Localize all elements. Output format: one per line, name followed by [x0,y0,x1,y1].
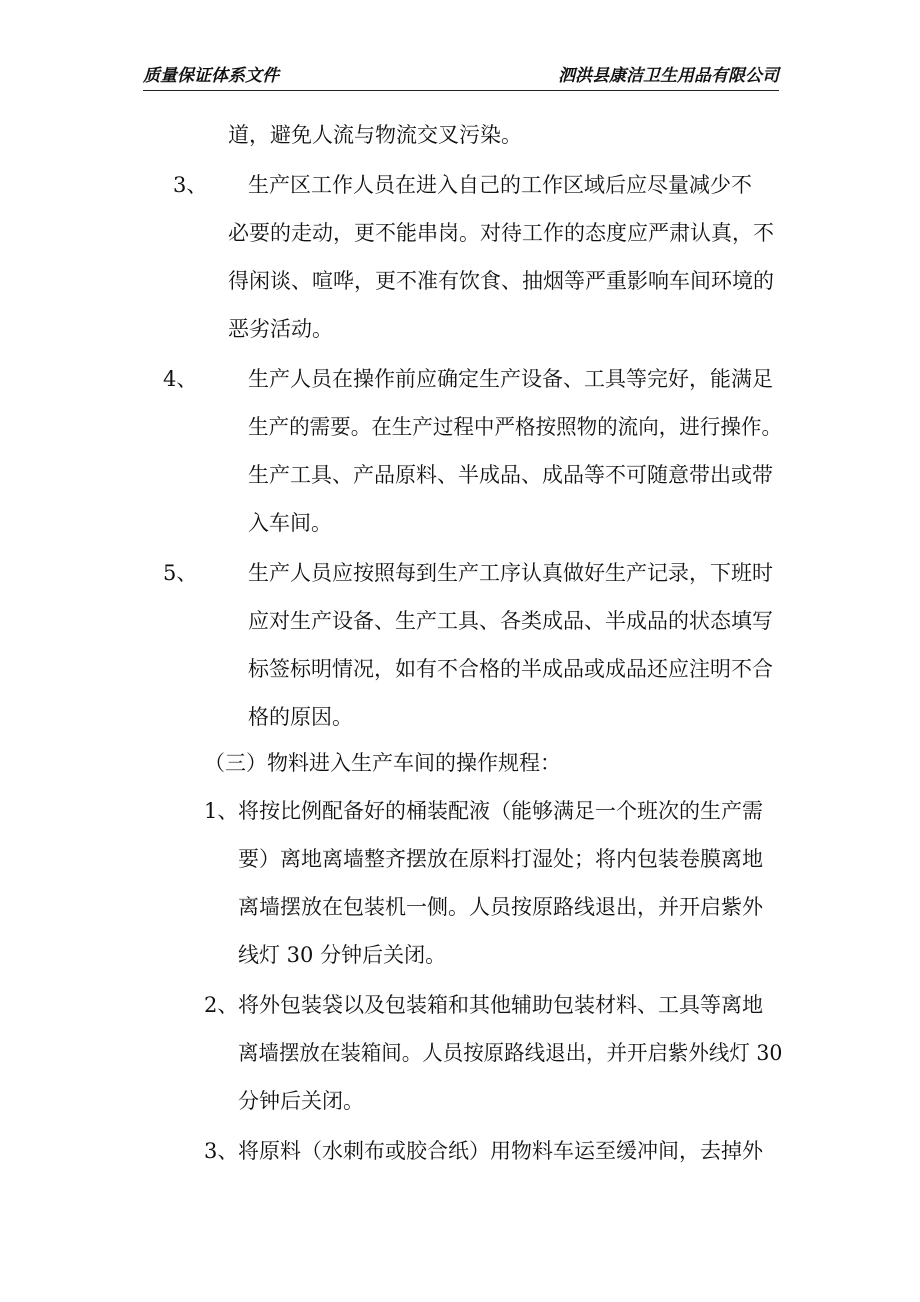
header-doc-type: 质量保证体系文件 [143,66,279,86]
item-5-line-4: 格的原因。 [248,705,353,729]
item-4-line-2: 生产的需要。在生产过程中严格按照物的流向，进行操作。 [248,415,782,439]
item-5-line-1: 生产人员应按照每到生产工序认真做好生产记录，下班时 [248,561,773,585]
item-3-line-3: 得闲谈、喧哗，更不准有饮食、抽烟等严重影响车间环境的 [228,269,774,293]
item-3-number: 3、 [173,173,208,197]
item-4-line-4: 入车间。 [248,511,332,535]
sub-3-number: 3、 [204,1139,239,1163]
item-3-line-4: 恶劣活动。 [228,317,333,341]
item-3-line-1: 生产区工作人员在进入自己的工作区域后应尽量减少不 [248,173,752,197]
sub-2-number: 2、 [204,993,239,1017]
sub-2-line-1: 将外包装袋以及包装箱和其他辅助包装材料、工具等离地 [238,993,763,1017]
item-5-line-2: 应对生产设备、生产工具、各类成品、半成品的状态填写 [248,609,773,633]
item-4-number: 4、 [163,367,198,391]
section-3-title: （三）物料进入生产车间的操作规程： [204,751,561,775]
item-4-line-1: 生产人员在操作前应确定生产设备、工具等完好，能满足 [248,367,773,391]
sub-1-line-1: 将按比例配备好的桶装配液（能够满足一个班次的生产需 [238,799,763,823]
sub-1-line-4: 线灯 30 分钟后关闭。 [238,943,447,967]
item-5-number: 5、 [163,561,198,585]
sub-2-line-2: 离墙摆放在装箱间。人员按原路线退出，并开启紫外线灯 30 [238,1041,783,1065]
sub-3-line-1: 将原料（水刺布或胶合纸）用物料车运至缓冲间，去掉外 [238,1139,763,1163]
item-4-line-3: 生产工具、产品原料、半成品、成品等不可随意带出或带 [248,463,773,487]
sub-1-line-3: 离墙摆放在包装机一侧。人员按原路线退出，并开启紫外 [238,895,763,919]
sub-1-number: 1、 [204,799,239,823]
page-header [143,60,779,91]
continued-line: 道，避免人流与物流交叉污染。 [228,123,522,147]
item-5-line-3: 标签标明情况，如有不合格的半成品或成品还应注明不合 [248,657,773,681]
sub-2-line-3: 分钟后关闭。 [238,1089,364,1113]
header-company-name: 泗洪县康洁卫生用品有限公司 [558,66,779,86]
sub-1-line-2: 要）离地离墙整齐摆放在原料打湿处；将内包装卷膜离地 [238,847,763,871]
item-3-line-2: 必要的走动，更不能串岗。对待工作的态度应严肃认真，不 [228,221,774,245]
